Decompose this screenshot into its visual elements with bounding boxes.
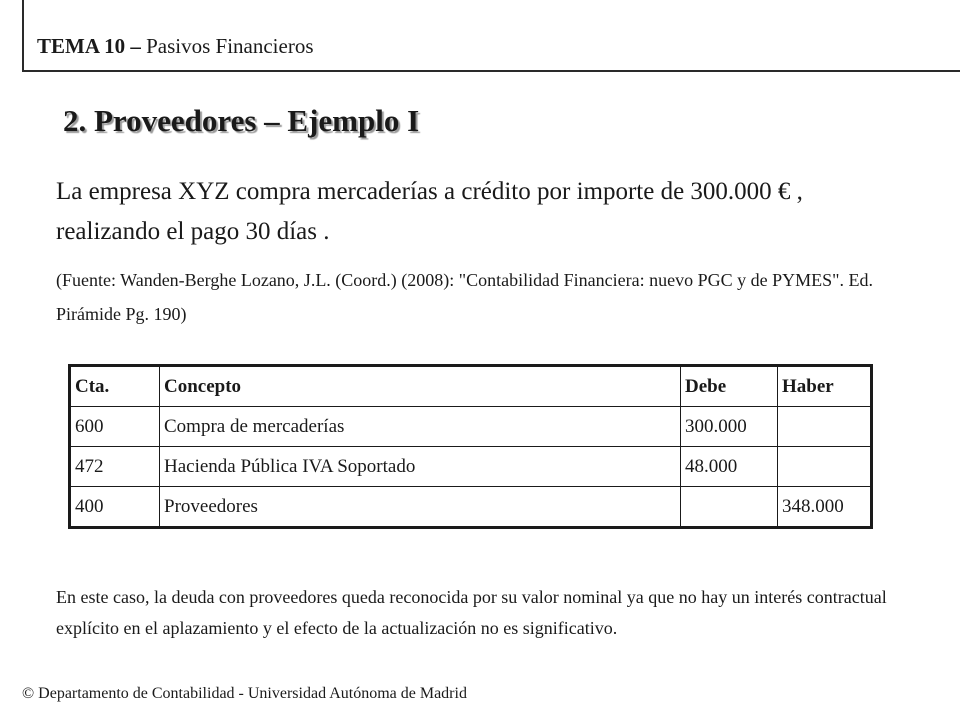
- table-header-row: [70, 366, 872, 407]
- header-topic-name: Pasivos Financieros: [146, 34, 314, 58]
- table-row: [70, 447, 872, 487]
- header-topic-number: TEMA 10: [37, 34, 126, 58]
- table-row: [70, 487, 872, 528]
- cell-debe: 48.000: [681, 447, 778, 487]
- cell-haber: [778, 407, 872, 447]
- header-cta: Cta.: [70, 366, 160, 407]
- header-haber: Haber: [778, 366, 872, 407]
- header-debe: Debe: [681, 366, 778, 407]
- header-concepto: Concepto: [160, 366, 681, 407]
- slide-header: [37, 34, 314, 59]
- cell-concepto: Hacienda Pública IVA Soportado: [160, 447, 681, 487]
- footer-copyright: © Departamento de Contabilidad - Universidad Autónoma de Madrid: [22, 685, 467, 702]
- slide-title: 2. Proveedores – Ejemplo I: [63, 103, 420, 138]
- cell-haber: [778, 447, 872, 487]
- conclusion-paragraph: En este caso, la deuda con proveedores queda reconocida por su valor nominal ya que no hay un interés contractual explícito en el aplazamiento y el efecto de la actualización no es significativo.: [56, 587, 887, 638]
- cell-cta: 472: [70, 447, 160, 487]
- table-row: [70, 407, 872, 447]
- source-citation: (Fuente: Wanden-Berghe Lozano, J.L. (Coord.) (2008): "Contabilidad Financiera: nuevo PGC y de PYMES". Ed. Pirámide Pg. 190): [56, 270, 873, 324]
- cell-concepto: Proveedores: [160, 487, 681, 528]
- header-vertical-rule: [22, 0, 24, 72]
- cell-debe: [681, 487, 778, 528]
- intro-paragraph: La empresa XYZ compra mercaderías a crédito por importe de 300.000 € , realizando el pago 30 días .: [56, 178, 803, 245]
- cell-concepto: Compra de mercaderías: [160, 407, 681, 447]
- cell-cta: 600: [70, 407, 160, 447]
- cell-debe: 300.000: [681, 407, 778, 447]
- cell-cta: 400: [70, 487, 160, 528]
- journal-entry-table: [68, 364, 873, 529]
- cell-haber: 348.000: [778, 487, 872, 528]
- header-horizontal-rule: [22, 70, 960, 72]
- header-dash: –: [125, 34, 147, 58]
